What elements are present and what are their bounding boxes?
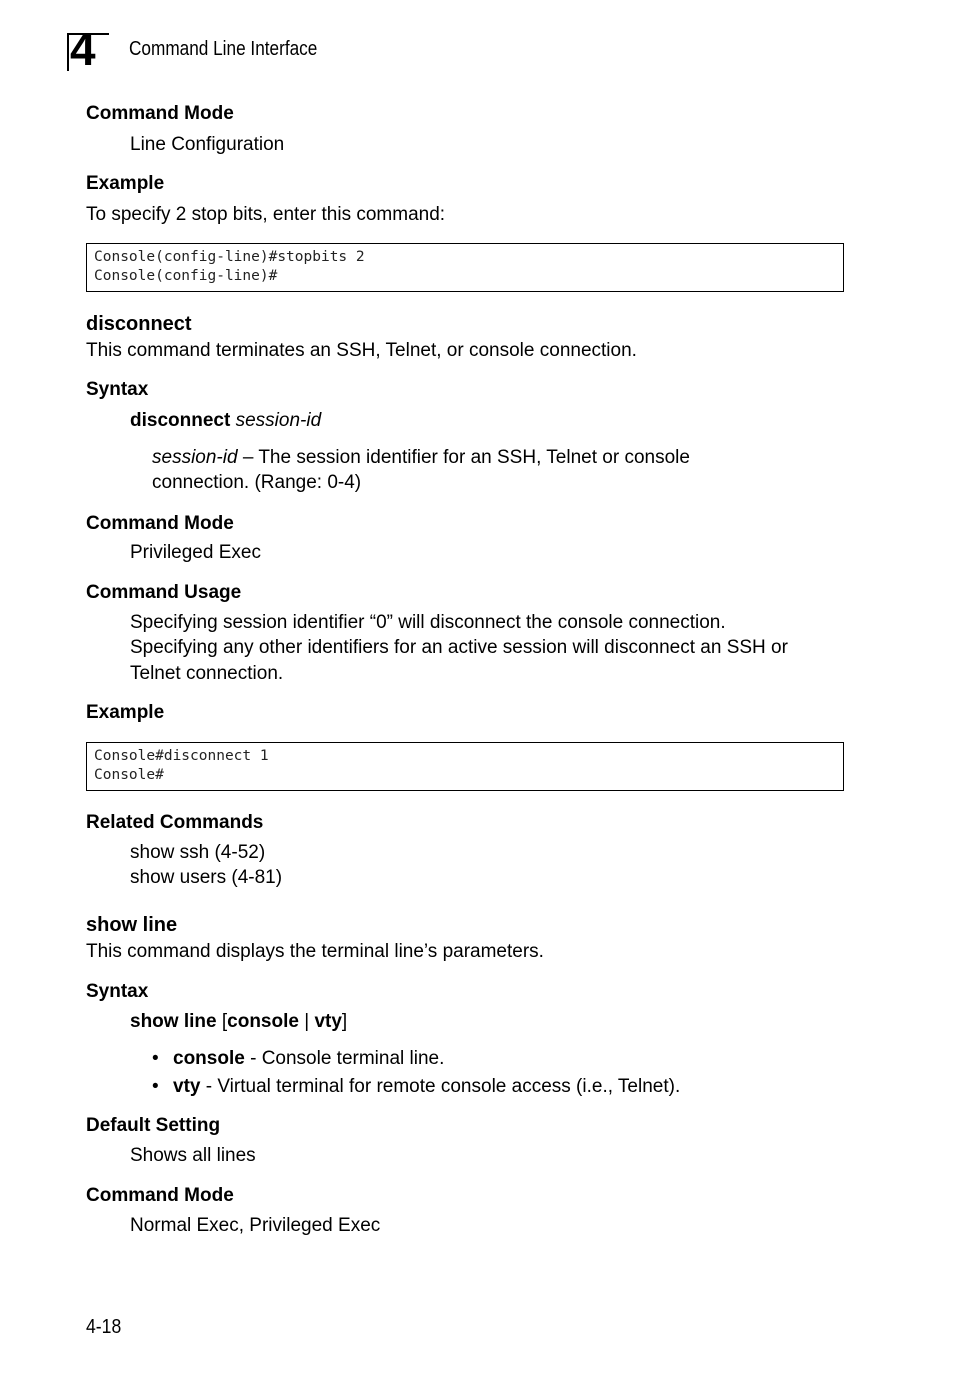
usage-line: Specifying any other identifiers for an active session will disconnect an SSH or [130,637,788,658]
command-description: This command terminates an SSH, Telnet, or console connection. [86,340,637,361]
syntax-bracket-close: ] [341,1011,348,1032]
chapter-number: 4 [70,23,95,75]
code-line: Console# [94,767,164,783]
syntax-line [130,1011,347,1033]
bullet-desc: - Virtual terminal for remote console access (i.e., Telnet). [200,1076,681,1097]
code-example-disconnect [86,742,844,791]
code-example-stopbits [86,243,844,292]
bullet-term: console [173,1048,245,1069]
bullet-item [173,1048,444,1070]
running-header-title: Command Line Interface [129,38,318,60]
command-mode-heading: Command Mode [86,513,234,534]
example-intro: To specify 2 stop bits, enter this command: [86,204,446,225]
code-line: Console(config-line)#stopbits 2 [94,249,365,265]
command-mode-heading: Command Mode [86,1185,234,1206]
syntax-command: disconnect [130,410,231,431]
code-line: Console#disconnect 1 [94,748,269,764]
syntax-heading: Syntax [86,981,149,1002]
related-commands-heading: Related Commands [86,812,264,833]
code-line: Console(config-line)# [94,268,278,284]
page-number: 4-18 [86,1316,122,1338]
usage-line: Telnet connection. [130,663,284,684]
syntax-param: session-id [235,410,322,431]
command-mode-value: Line Configuration [130,134,285,155]
command-mode-value: Normal Exec, Privileged Exec [130,1215,381,1236]
command-title-show-line: show line [86,914,178,936]
bullet-desc: - Console terminal line. [244,1048,445,1069]
bullet-icon: • [152,1048,159,1069]
param-description-cont: connection. (Range: 0-4) [152,472,362,493]
command-title-disconnect: disconnect [86,313,192,335]
syntax-line [130,410,321,432]
example-heading: Example [86,702,165,723]
syntax-command: show line [130,1011,217,1032]
param-name: session-id [152,447,238,468]
example-heading: Example [86,173,165,194]
bullet-icon: • [152,1076,159,1097]
param-desc: – The session identifier for an SSH, Telnet or console [237,447,690,468]
param-description [152,447,690,469]
bullet-item [173,1076,680,1098]
command-mode-value: Privileged Exec [130,542,261,563]
default-setting-value: Shows all lines [130,1145,256,1166]
bullet-term: vty [173,1076,201,1097]
syntax-option-console: console [227,1011,299,1032]
default-setting-heading: Default Setting [86,1115,221,1136]
syntax-separator: | [298,1011,315,1032]
usage-line: Specifying session identifier “0” will disconnect the console connection. [130,612,726,633]
syntax-option-vty: vty [314,1011,342,1032]
related-command-item: show ssh (4-52) [130,842,266,863]
related-command-item: show users (4-81) [130,867,283,888]
command-mode-heading: Command Mode [86,103,234,124]
command-description: This command displays the terminal line’s parameters. [86,941,544,962]
syntax-bracket-open: [ [216,1011,228,1032]
syntax-heading: Syntax [86,379,149,400]
command-usage-heading: Command Usage [86,582,242,603]
